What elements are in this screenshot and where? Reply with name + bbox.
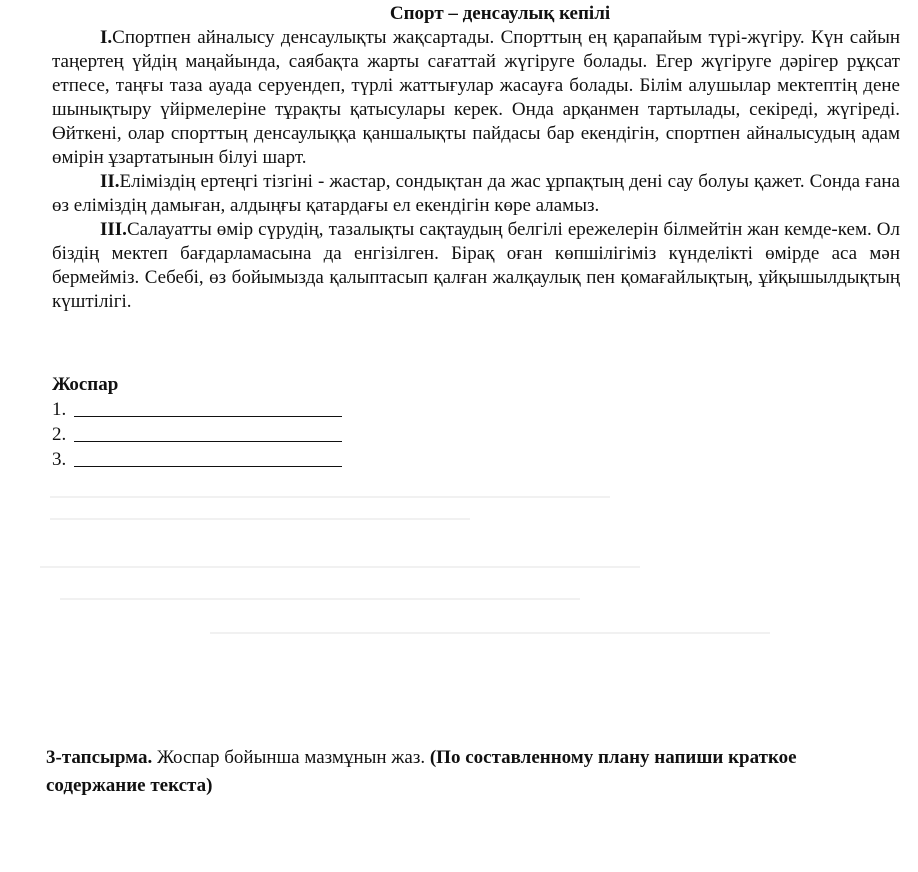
scan-smudge [210, 632, 770, 634]
plan-title: Жоспар [52, 374, 119, 395]
scan-smudge [50, 518, 470, 520]
task-instruction-ru: (По составленному плану напиши краткое содержание текста) [46, 747, 797, 796]
paragraph-text: Салауатты өмір сүрудің, тазалықты сақтаудың белгілі ережелерін білмейтін жан кемде-кем. Ол біздің мектеп бағдарламасына да енгізілген. Бірақ оған көпшілігіміз күнделікті өмірде аса мән бермейміз. Себебі, өз бойымызда қалыптасып қалған жалқаулық пен қомағайлықтың, ұйқышылдықтың күштілігі. [52, 219, 900, 312]
plan-item [52, 397, 452, 422]
plan-item-number: 1. [52, 399, 67, 420]
plan-item [52, 422, 452, 447]
plan-item-number: 3. [52, 449, 67, 470]
paragraph-number: II. [100, 171, 120, 192]
paragraph-1 [52, 26, 900, 170]
task-instruction-kz: Жоспар бойынша мазмұнын жаз. [156, 747, 426, 768]
paragraph-text: Спортпен айналысу денсаулықты жақсартады. Спорттың ең қарапайым түрі-жүгіру. Күн сайын таңертең үйдің маңайында, саябақта жарты сағаттай жүгіруге болады. Егер жүгіруге дәрігер рұқсат етпесе, таңғы таза ауада серуендеп, түрлі жаттығулар жасауға болады. Білім алушылар мектептің дене шынықтыру үйірмелеріне тұрақты қатысулары керек. Онда арқанмен тартылады, секіреді, жүгіреді. Өйткені, олар спорттың денсаулыққа қаншалықты пайдасы бар екендігін, спортпен айналысудың адам өмірін ұзартатынын білуі шарт. [52, 27, 900, 168]
page-title: Спорт – денсаулық кепілі [389, 3, 611, 24]
scan-smudge [40, 566, 640, 568]
plan-answer-blank[interactable] [74, 448, 342, 467]
text-body [52, 26, 900, 314]
paragraph-number: I. [100, 27, 113, 48]
plan-item [52, 447, 452, 472]
task-label: 3-тапсырма. [46, 747, 153, 768]
paragraph-3 [52, 218, 900, 314]
plan-answer-blank[interactable] [74, 423, 342, 442]
paragraph-2 [52, 170, 900, 218]
plan-item-number: 2. [52, 424, 67, 445]
plan-answer-blank[interactable] [74, 398, 342, 417]
plan-section [52, 372, 452, 472]
paragraph-text: Еліміздің ертеңгі тізгіні - жастар, сондықтан да жас ұрпақтың дені сау болуы қажет. Сонда ғана өз еліміздің дамыған, алдыңғы қатардағы ел екендігін көре аламыз. [52, 171, 900, 216]
paragraph-number: III. [100, 219, 127, 240]
scan-smudge [60, 598, 580, 600]
task-3 [46, 744, 896, 800]
scan-smudge [50, 496, 610, 498]
